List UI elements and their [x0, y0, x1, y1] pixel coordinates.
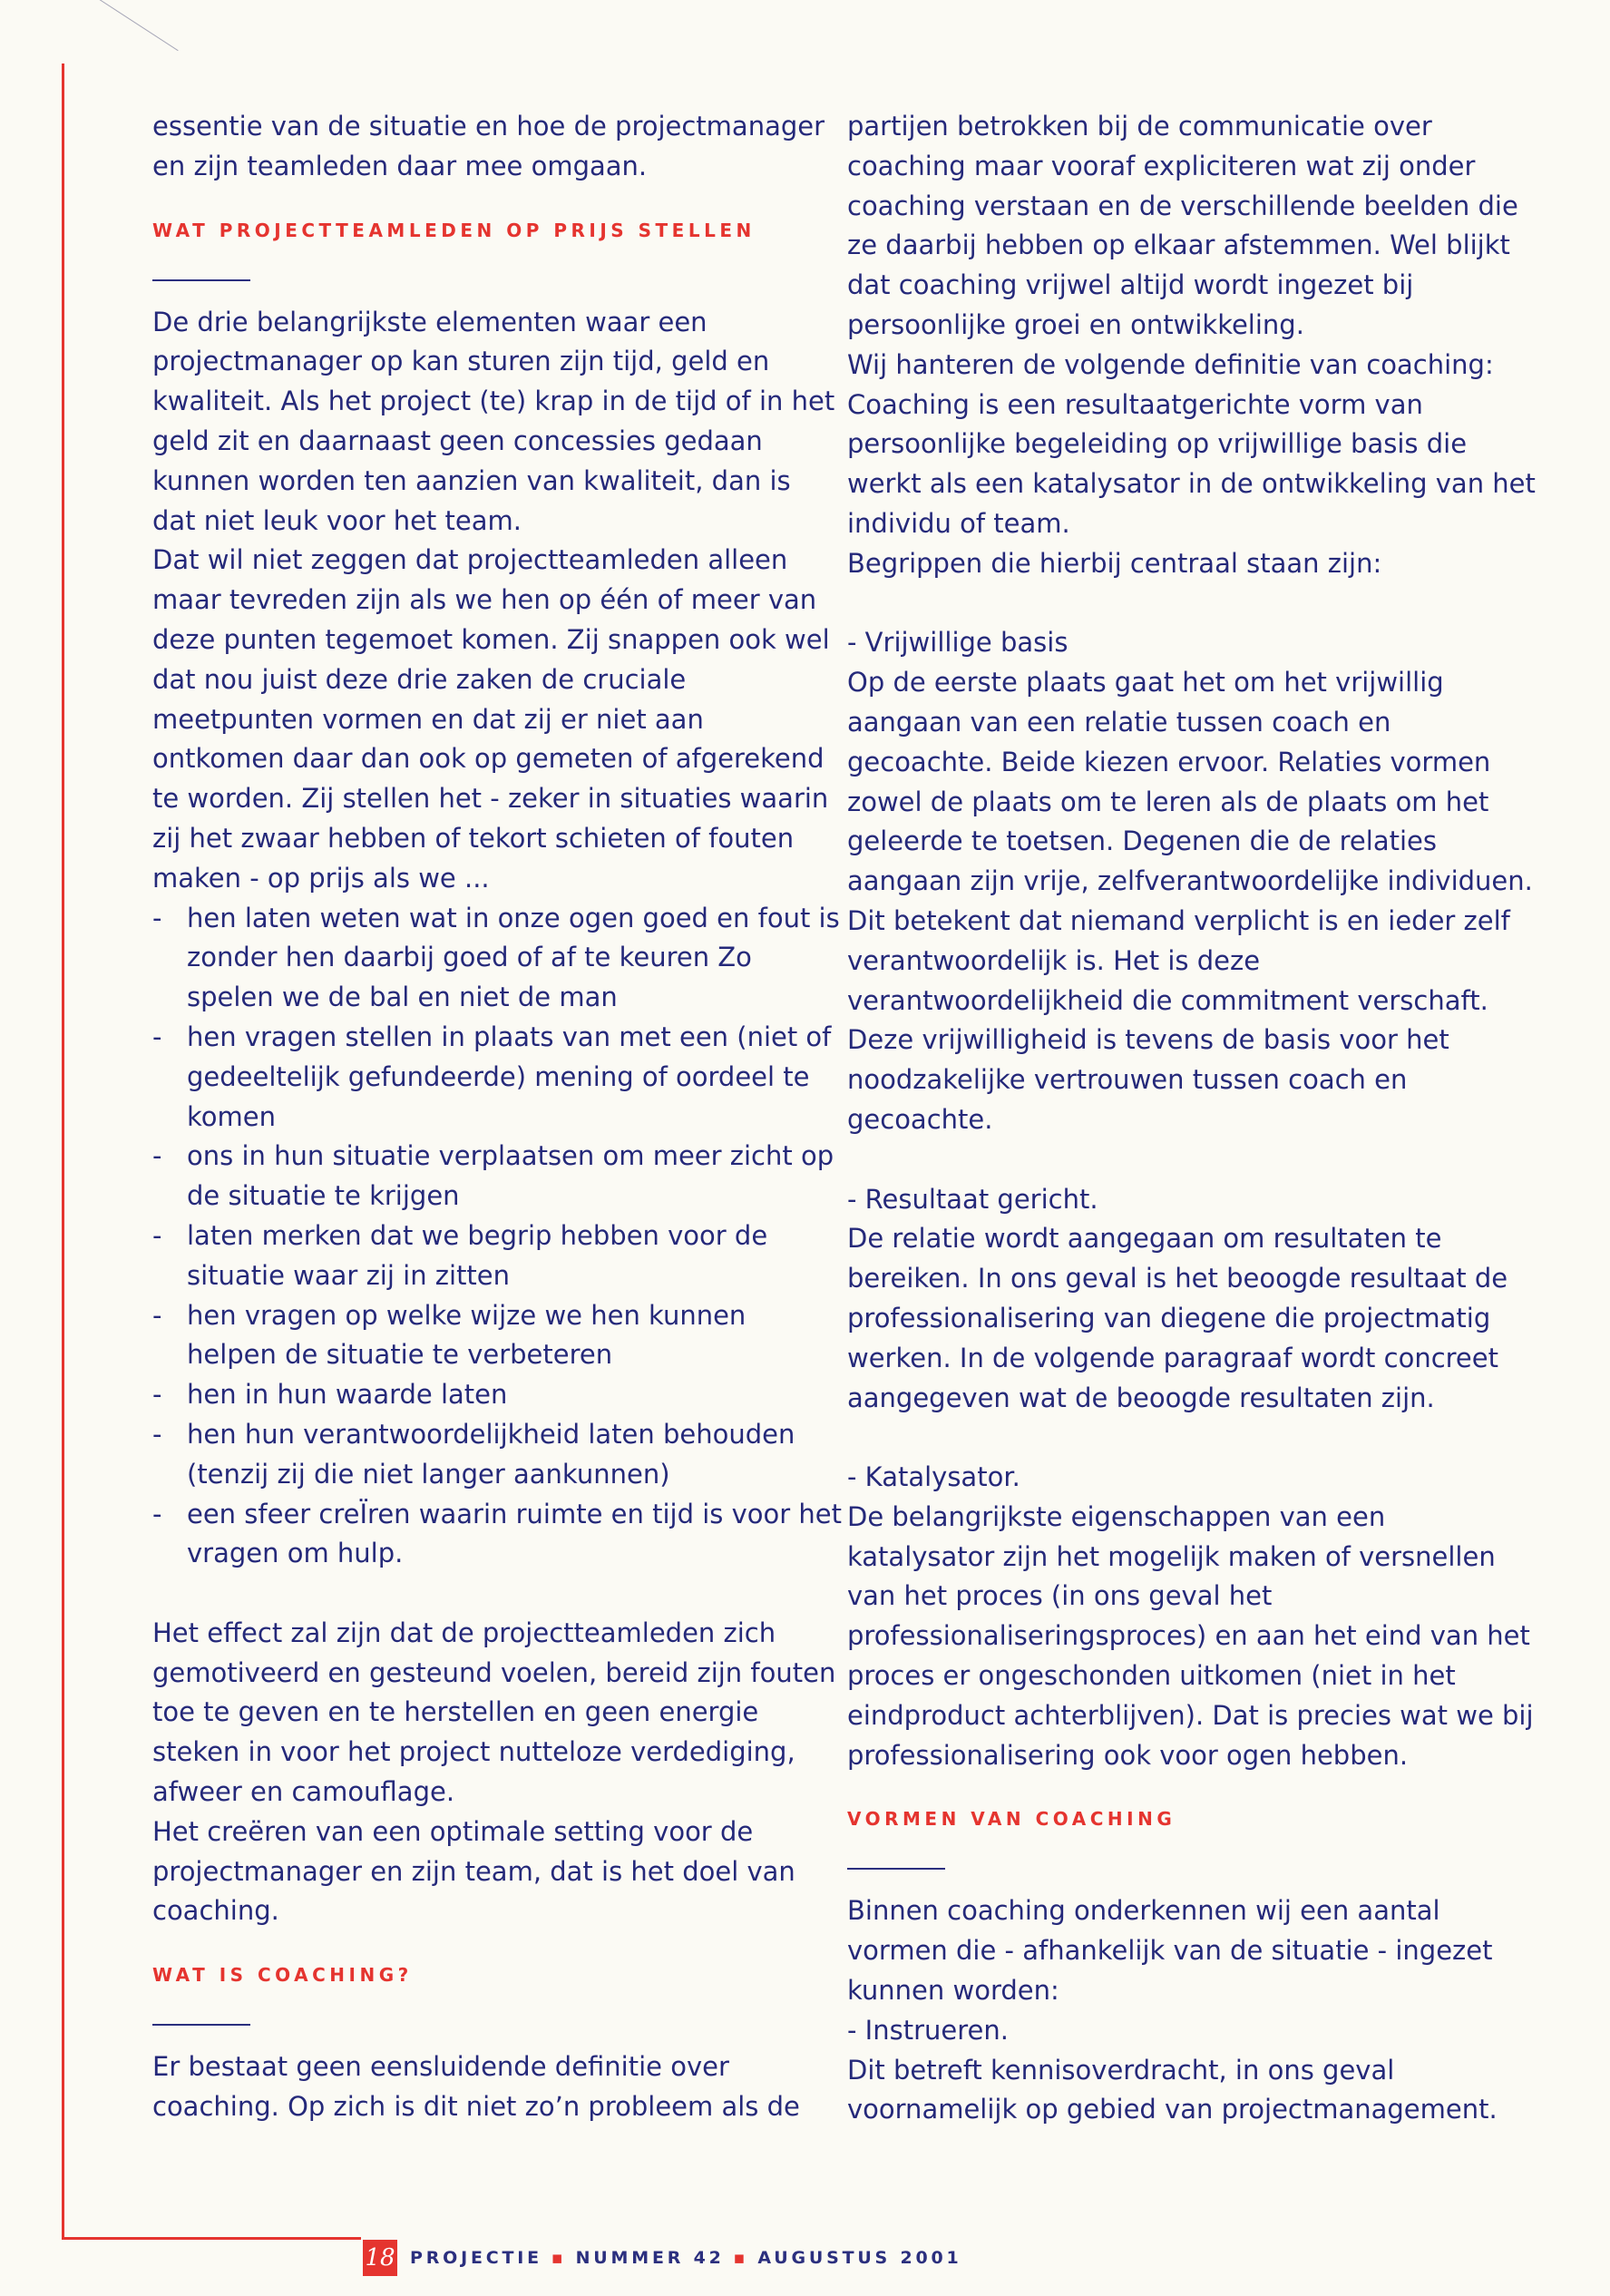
spacer [152, 1574, 842, 1614]
spacer [847, 1418, 1537, 1458]
paragraph: De belangrijkste eigenschappen van een katalysator zijn het mogelijk maken of versnellen van het proces (in ons geval het professionaliseringsproces) en aan het eind van het proces er ongeschonden uitkomen (niet in het eindproduct achterblijven). Dat is precies wat we bij professionalisering ook voor ogen hebben. [847, 1500, 1534, 1771]
subsection-title: - Instrueren. [847, 2014, 1009, 2046]
paragraph: Het creëren van een optimale setting voor de projectmanager en zijn team, dat is het doel van coaching. [152, 1815, 795, 1927]
heading-rule [152, 279, 250, 281]
list-item: - hen hun verantwoordelijkheid laten behouden (tenzij zij die niet langer aankunnen) [152, 1415, 842, 1495]
paragraph: Dat wil niet zeggen dat projectteamleden alleen maar tevreden zijn als we hen op één of meer van deze punten tegemoet komen. Zij snappen ook wel dat nou juist deze drie zaken de cruciale meetpunten vormen en dat zij er niet aan ontkomen daar dan ook op gemeten of afgerekend te worden. Zij stellen het - zeker in situaties waarin zij het zwaar hebben of tekort schieten of fouten maken - op prijs als we ... [152, 544, 830, 894]
list-item: - ons in hun situatie verplaatsen om meer zicht op de situatie te krijgen [152, 1137, 842, 1216]
left-margin-rule [62, 64, 64, 2239]
footer-masthead [410, 2248, 962, 2268]
subsection-title: - Katalysator. [847, 1461, 1020, 1493]
page-number: 18 [363, 2240, 397, 2276]
paragraph: Wij hanteren de volgende definitie van coaching: Coaching is een resultaatgerichte vorm van persoonlijke begeleiding op vrijwillige basis die werkt als een katalysator in de ontwikkeling van het individu of team. [847, 348, 1536, 539]
magazine-name: PROJECTIE [410, 2248, 542, 2268]
section-heading: WAT PROJECTTEAMLEDEN OP PRIJS STELLEN [152, 219, 756, 241]
heading-rule [152, 2024, 250, 2026]
subsection-title: - Resultaat gericht. [847, 1183, 1098, 1215]
corner-fold-line [86, 0, 178, 51]
list-item: - hen vragen stellen in plaats van met een (niet of gedeeltelijk gefundeerde) mening of oordeel te komen [152, 1018, 842, 1137]
paragraph: Dit betreft kennisoverdracht, in ons geval voornamelijk op gebied van projectmanagement. [847, 2054, 1498, 2125]
paragraph: Het effect zal zijn dat de projectteamleden zich gemotiveerd en gesteund voelen, bereid zijn fouten toe te geven en te herstellen en geen energie steken in voor het project nutteloze verdediging, afweer en camouflage. [152, 1617, 836, 1808]
separator-icon: ▪ [733, 2248, 749, 2268]
intro-paragraph: essentie van de situatie en hoe de projectmanager en zijn teamleden daar mee omgaan. [152, 111, 825, 181]
spacer [847, 1140, 1537, 1180]
bullet-list [152, 899, 842, 1575]
section-heading: VORMEN VAN COACHING [847, 1808, 1176, 1831]
issue-number: NUMMER 42 [575, 2248, 725, 2268]
separator-icon: ▪ [551, 2248, 567, 2268]
list-item: - een sfeer creÏren waarin ruimte en tijd is voor het vragen om hulp. [152, 1495, 842, 1575]
issue-date: AUGUSTUS 2001 [757, 2248, 962, 2268]
paragraph: De relatie wordt aangegaan om resultaten te bereiken. In ons geval is het beoogde resultaat de professionalisering van diegene die projectmatig werken. In de volgende paragraaf wordt concreet aangegeven wat de beoogde resultaten zijn. [847, 1223, 1508, 1413]
paragraph: partijen betrokken bij de communicatie over coaching maar vooraf expliciteren wat zij onder coaching verstaan en de verschillende beelden die ze daarbij hebben op elkaar afstemmen. Wel blijkt dat coaching vrijwel altijd wordt ingezet bij persoonlijke groei en ontwikkeling. [847, 111, 1518, 340]
paragraph: De drie belangrijkste elementen waar een projectmanager op kan sturen zijn tijd, geld en kwaliteit. Als het project (te) krap in de tijd of in het geld zit en daarnaast geen concessies gedaan kunnen worden ten aanzien van kwaliteit, dan is dat niet leuk voor het team. [152, 306, 835, 536]
list-item: - laten merken dat we begrip hebben voor de situatie waar zij in zitten [152, 1216, 842, 1296]
list-item: - hen in hun waarde laten [152, 1375, 842, 1415]
footer-rule [62, 2237, 361, 2240]
paragraph: Binnen coaching onderkennen wij een aantal vormen die - afhankelijk van de situatie - ingezet kunnen worden: [847, 1895, 1493, 2007]
left-column [152, 107, 842, 2127]
subsection-title: - Vrijwillige basis [847, 627, 1068, 659]
paragraph: Op de eerste plaats gaat het om het vrijwillig aangaan van een relatie tussen coach en gecoachte. Beide kiezen ervoor. Relaties vormen zowel de plaats om te leren als de plaats om het geleerde te toetsen. Degenen die de relaties aangaan zijn vrije, zelfverantwoordelijke individuen. Dit betekent dat niemand verplicht is en ieder zelf verantwoordelijk is. Het is deze verantwoordelijkheid die commitment verschaft. [847, 667, 1533, 1016]
spacer [847, 584, 1537, 624]
list-item: - hen vragen op welke wijze we hen kunnen helpen de situatie te verbeteren [152, 1296, 842, 1376]
paragraph: Er bestaat geen eensluidende definitie over coaching. Op zich is dit niet zo’n probleem als de [152, 2051, 800, 2123]
heading-rule [847, 1868, 945, 1870]
section-heading: WAT IS COACHING? [152, 1964, 413, 1987]
paragraph: Begrippen die hierbij centraal staan zijn: [847, 547, 1382, 579]
page-footer [363, 2239, 962, 2277]
right-column [847, 107, 1537, 2130]
list-item: - hen laten weten wat in onze ogen goed en fout is zonder hen daarbij goed of af te keuren Zo spelen we de bal en niet de man [152, 899, 842, 1018]
paragraph: Deze vrijwilligheid is tevens de basis voor het noodzakelijke vertrouwen tussen coach en gecoachte. [847, 1024, 1449, 1135]
